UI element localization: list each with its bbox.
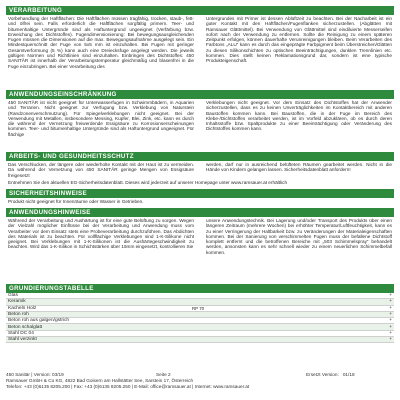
footer-replaces-version: 01/18 <box>342 372 355 377</box>
material-cell: Beton roh <box>6 311 168 317</box>
suitability-cell: + <box>376 324 394 330</box>
material-cell: Stahl verzinkt <box>6 337 168 343</box>
material-cell: Beton roh aus galgen/gstrich <box>6 318 168 324</box>
table-row <box>6 337 394 343</box>
section-title: VERARBEITUNG <box>6 6 394 15</box>
section-arbeitsschutz <box>6 152 394 185</box>
text-column-left: Während der Verarbeitung und Aushärtung ist für eine gute Belüftung zu sorgen. Wegen der Vielzahl möglicher Einflüsse bei der Verarbeitung und Anwendung muss vom Verarbeiter vor dem Einsatz stets eine Probeverarbeitung durchzuführen. Das Abdichten des Materials ist zu beachten. Für vollflächige Verklebungen sind 1-K-Silikone nicht geeignet. Bei Verklebungen mit 1-K-Silikonen ist die Aushärtegeschwindigkeit zu beachten. Wird das 1-K-Silikon in Schichtstärken über 15mm eingesetzt, kontrollieren Sie <box>8 218 194 250</box>
footer-company-address: Ramsauer GmbH & Co KG, 4822 Bad Goisern am Hallstätter See, Sarstein 17, Österreich <box>6 378 194 384</box>
material-cell: Beton schalglatt <box>6 324 168 330</box>
text-column-right: Untergrundes mit Primer ist dessen Ablüftzeit zu beachten. Bei der Nacharbeit ist ein guter Kontakt mit den Haftflächen/Fugenflanken sicherzustellen. (Abglätten mit Ramsauer Glättmittel). Bei Verwendung von Glättmittel sind eindiluierte Messerseifen sofort nach der Verwendung zu entfernen. Sollte die Reinigung zu einem späteren Zeitpunkt erfolgen, können dauerhafte Verunreinigungen bleiben. Beim Verarbeiten des Farbtons „ALU“ kann es durch das eingeprägte Farbpigment beim Überstreichen/Glätten zu diesen Silikonschichten zu optischen Beeinträchtigungen, dunklen Trennlinien etc. kommen. Dies stellt keinen Reklamationsgrund dar, sondern ist eine typische Produkteigenschaft. <box>206 16 392 64</box>
suitability-cell: + <box>376 305 394 311</box>
suitability-cell: + <box>376 318 394 324</box>
primer-cell: RP 70 <box>190 305 222 311</box>
text-column-left: Vorbehandlung der Haftflächen: Die Haftflächen müssen tragfähig, trocken, staub-, fett- und ölfrei sein. Falls erforderlich die Haftflächen sorgfältig primern. Teer- und bitumenhaltige Untergründe sind als Haftuntergrund ungeeignet (Verfärbung bzw. Erweichung des Dichtstoffes). Fugendimensionierung: Bei bewegungsausgleichenden Fugen müssen die Dimensionen auf die max. Bewegungsaufnahme ausgelegt sein. Ein Mindestquerschnitt der Fuge von 5x5 mm ist einzuhalten. Bei Fugen mit geringer Gesamtverformung (5 %) kann auch eine Dreiecksfuge angelegt werden. Die jeweils gültigen Normen und Richtlinien sind einzuhalten. Einbringen des Dichtstoffes: 450 SANITÄR ist innerhalb der Verarbeitungstemperatur gleichmäßig und blasenfrei in die Fuge einzubringen. Bei einer Verarbeitung des <box>8 16 194 69</box>
footer <box>6 372 394 391</box>
section-sicherheitshinweise <box>6 189 394 204</box>
primer-table <box>6 293 394 343</box>
text-column-left: Das Verschlucken, der längere oder wiederholte Kontakt mit der Haut ist zu vermeiden. Da während der Vernetzung von 450 SANITÄR geringe Mengen von Essigsäure freigesetzt <box>8 162 194 178</box>
text-column-right: unsere Anwendungstechnik. Bei Lagerung und/oder Transport des Produkts über einen längeren Zeitraum (mehrere Wochen) bei erhöhter Temperatur/Luftfeuchtigkeit, kann es zu einer Verringerung der Haltbarkeit bzw. zu Veränderungen der Materialeigenschaften kommen. Bei der Sanierung von verschimmelten Fugen muss der befallene Dichtstoff komplett entfernt und die betroffenen Bereiche mit „503 Schimmelspray“ behandelt werden, ansonsten kann es sehr schnell wieder zu einem neuerlichen Schimmelbefall kommen. <box>206 218 392 255</box>
spacer-cell <box>222 337 376 343</box>
suitability-cell: + <box>376 337 394 343</box>
text-column-right: Verklebungen nicht geeignet. Vor dem Einsatz des Dichtstoffes hat der Anwender sicherzustellen, dass es zu keinen Unverträglichkeiten im Kontaktbereich mit anderen Baustoffen kommen kann. Bei Baustoffen, die in der Fuge im Bereich des Klebe-/Dichtstoffes verarbeitet werden, ist im Vorfeld abzuklären, ob es durch deren Inhaltsstoffe bzw. Spaltprodukte zu einer Beeinträchtigung oder Veränderung des Dichtstoffes kommen kann. <box>206 100 392 132</box>
material-cell: Kacheln Holz <box>6 305 168 311</box>
section-anwendungshinweise <box>6 208 394 284</box>
suitability-cell: + <box>376 293 394 299</box>
primer-cell <box>190 337 222 343</box>
section-anwendungseinschraenkung <box>6 90 394 150</box>
suitability-cell: + <box>376 299 394 305</box>
section-title: ANWENDUNGSEINSCHRÄNKUNG <box>6 90 394 99</box>
section-grundierungstabelle <box>6 284 394 343</box>
section-title: GRUNDIERUNGSTABELLE <box>6 284 394 293</box>
section-title: ANWENDUNGSHINWEISE <box>6 208 394 217</box>
material-cell: Glas <box>6 293 168 299</box>
text-column-right: werden, darf nur in ausreichend belüfteten Räumen gearbeitet werden. Nicht in die Hände von Kindern gelangen lassen. Sicherheitsdatenblatt anfordern! <box>206 162 392 173</box>
footer-page-number: Seite 2 <box>156 372 171 377</box>
material-cell: Stahl DC 04 <box>6 330 168 336</box>
suitability-cell: + <box>376 311 394 317</box>
suitability-cell: + <box>376 330 394 336</box>
material-cell: Keramik <box>6 299 168 305</box>
section-title: ARBEITS- UND GESUNDHEITSSCHUTZ <box>6 152 394 161</box>
safety-datasheet-note: Entnehmen Sie den aktuellen EG-Sicherheitsdatenblatt. Dieses wird jederzeit auf unserer Homepage unter www.ramsauer.at erhältlich <box>8 180 288 185</box>
value-cell <box>168 337 190 343</box>
safety-text: Produkt nicht geeignet für Innenräume oder Wasser in Getrieben. <box>8 199 144 204</box>
section-title: SICHERHEITSHINWEISE <box>6 189 394 198</box>
footer-replaces-label: Ersetzt Version: <box>306 372 339 377</box>
footer-doc-version: 450 Sanitär | Version: 03/19 <box>6 372 64 377</box>
footer-contact: Telefon: +43 (0)6135 8205.200 | Fax: +43 (0)6135 8205.250 | E-Mail: office@ramsauer.at | Internet: www.ramsauer.at <box>6 384 250 390</box>
text-column-left: 450 SANITÄR ist nicht geeignet für Unterwasserfugen in Schwimmbädern, in Aquarien und Terrarien. Nicht geeignet zur Verfugung bzw. Verklebung von Naturstein (Randzonenverschmutzung). Für Spiegelverklebungen nicht geeignet. Bei der Verwendung mit Metallen, insbesondere Messing, Kupfer, Blei, Zink, etc. kann es durch die während der Vernetzung freiwerdende Essigsäure zu Korrosionserscheinungen kommen. Teer- und bitumenhaltige Untergründe sind als Haftuntergrund ungeeignet. Für flächige <box>8 100 194 137</box>
section-verarbeitung <box>6 6 394 88</box>
